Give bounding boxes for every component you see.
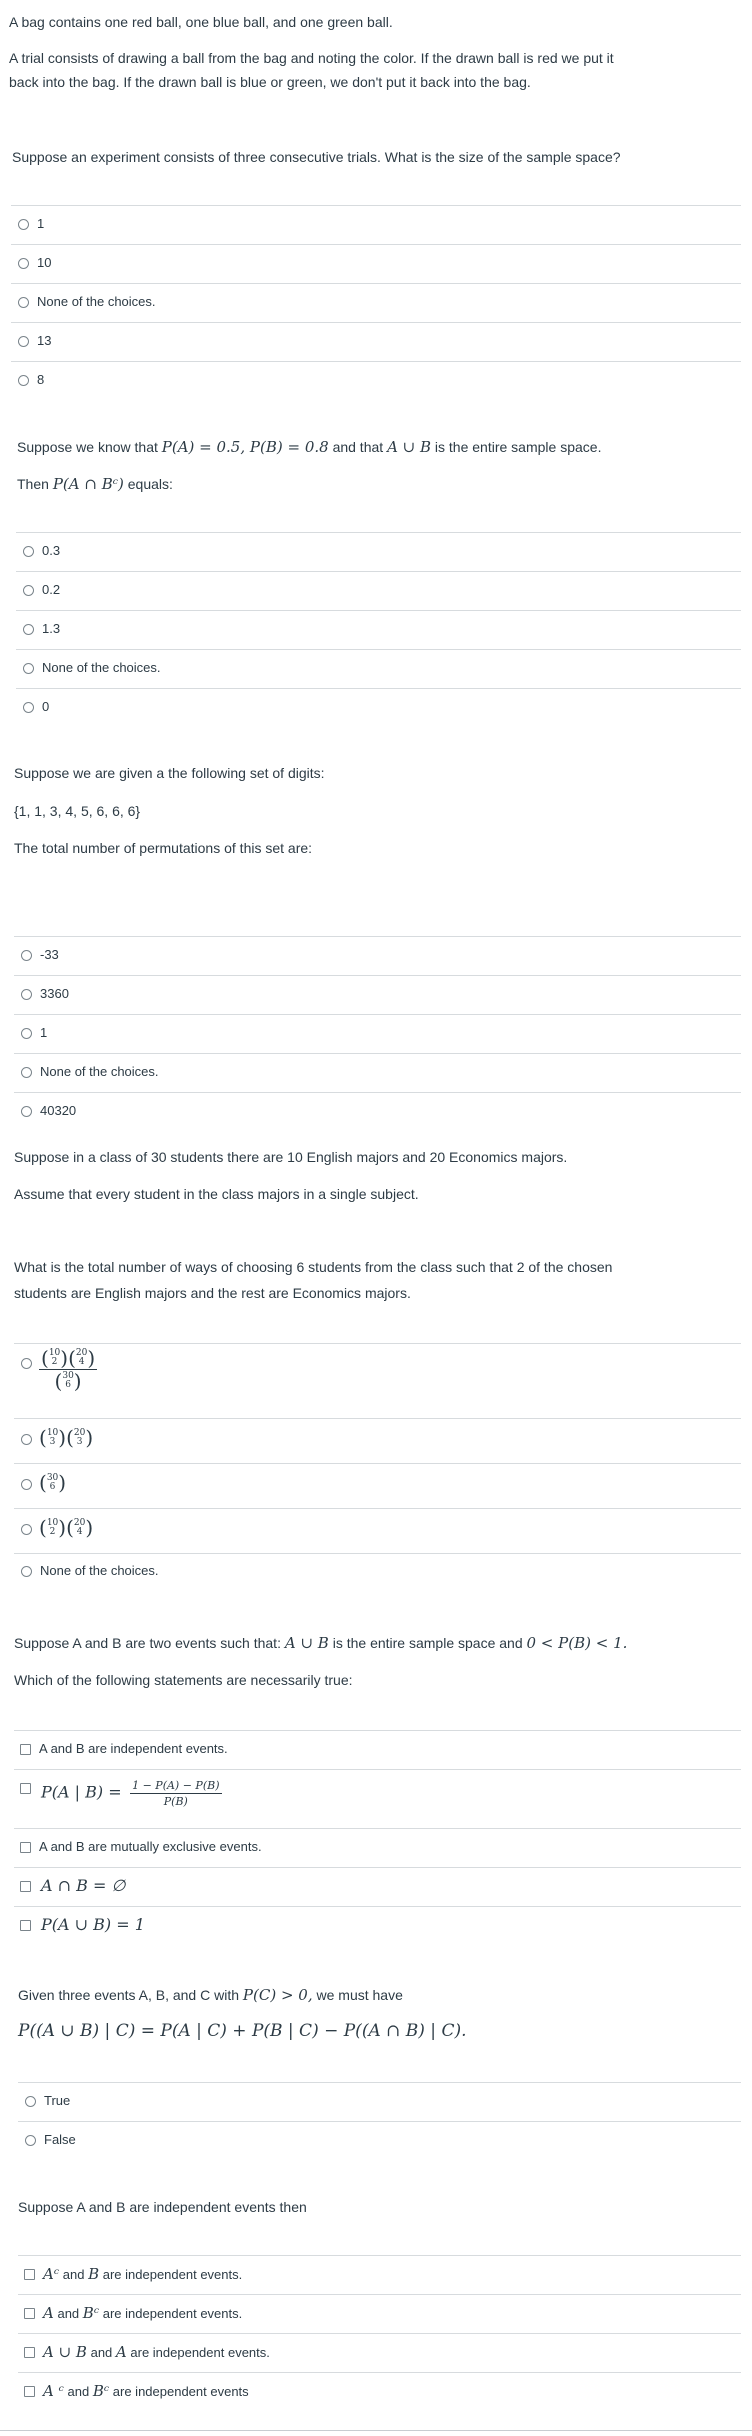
radio-button[interactable] (23, 663, 34, 674)
q6-option-false[interactable]: False (18, 2122, 741, 2160)
radio-button[interactable] (23, 624, 34, 635)
radio-button[interactable] (21, 1358, 32, 1369)
q3-set: {1, 1, 3, 4, 5, 6, 6, 6} (14, 803, 141, 819)
checkbox[interactable] (20, 1783, 31, 1794)
q1-prompt: Suppose an experiment consists of three consecutive trials. What is the size of the sample space? (12, 149, 621, 165)
radio-button[interactable] (21, 1524, 32, 1535)
q4-line-3: What is the total number of ways of choosing 6 students from the class such that 2 of the chosen (14, 1259, 613, 1275)
radio-button[interactable] (21, 1566, 32, 1577)
q4-option-2[interactable]: (10 3 )(20 3 ) (14, 1419, 741, 1463)
q1-option-1[interactable]: 1 (11, 206, 741, 244)
q7-prompt: Suppose A and B are independent events then (18, 2199, 307, 2215)
q3-option-5[interactable]: 40320 (14, 1093, 741, 1131)
radio-button[interactable] (25, 2135, 36, 2146)
radio-button[interactable] (18, 297, 29, 308)
q5-option-3[interactable]: A and B are mutually exclusive events. (14, 1829, 741, 1867)
q1-option-4[interactable]: 13 (11, 323, 741, 361)
radio-button[interactable] (21, 1067, 32, 1078)
checkbox[interactable] (24, 2308, 35, 2319)
radio-button[interactable] (18, 375, 29, 386)
q1-option-5[interactable]: 8 (11, 362, 741, 400)
q1-option-3[interactable]: None of the choices. (11, 284, 741, 322)
q4-option-5[interactable]: None of the choices. (14, 1554, 741, 1590)
q7-option-4[interactable]: A ᶜ and Bᶜ are independent events (18, 2373, 741, 2411)
radio-button[interactable] (21, 1106, 32, 1117)
q2-then: Then P(A ∩ Bᶜ) equals: (17, 475, 173, 493)
q3-question: The total number of permutations of this set are: (14, 840, 313, 856)
q3-option-2[interactable]: 3360 (14, 976, 741, 1014)
q6-formula: P((A ∪ B) | C) = P(A | C) + P(B | C) − P((A ∩ B) | C). (18, 2021, 467, 2041)
radio-button[interactable] (21, 1434, 32, 1445)
q7-option-1[interactable]: Aᶜ and B are independent events. (18, 2256, 741, 2294)
q5-option-2[interactable]: P(A | B) = $\frac{1 - P(A) - P(B)}{P(B)}$ (14, 1770, 741, 1828)
radio-button[interactable] (18, 219, 29, 230)
q5-line-2: Which of the following statements are necessarily true: (14, 1672, 353, 1688)
q2-option-5[interactable]: 0 (16, 689, 741, 727)
q3-prompt: Suppose we are given a the following set of digits: (14, 765, 325, 781)
q3-option-4[interactable]: None of the choices. (14, 1054, 741, 1092)
q6-prompt: Given three events A, B, and C with P(C) > 0, we must have (18, 1986, 403, 2004)
q2-option-3[interactable]: 1.3 (16, 611, 741, 649)
radio-button[interactable] (21, 1479, 32, 1490)
q4-line-2: Assume that every student in the class majors in a single subject. (14, 1186, 419, 1202)
q2-prompt: Suppose we know that P(A) = 0.5, P(B) = 0.8 and that A ∪ B is the entire sample space. (17, 438, 602, 456)
checkbox[interactable] (20, 1881, 31, 1892)
q5-prompt: Suppose A and B are two events such that: A ∪ B is the entire sample space and 0 < P(B) < 1. (14, 1634, 628, 1652)
q4-option-3[interactable]: (30 6 ) (14, 1464, 741, 1508)
intro-line-1: A bag contains one red ball, one blue ball, and one green ball. (9, 14, 393, 30)
radio-button[interactable] (23, 585, 34, 596)
q4-line-1: Suppose in a class of 30 students there are 10 English majors and 20 Economics majors. (14, 1149, 568, 1165)
q6-option-true[interactable]: True (18, 2083, 741, 2121)
q4-option-1[interactable] (14, 1344, 741, 1418)
q2-option-1[interactable]: 0.3 (16, 533, 741, 571)
checkbox[interactable] (20, 1744, 31, 1755)
radio-button[interactable] (18, 336, 29, 347)
q3-option-3[interactable]: 1 (14, 1015, 741, 1053)
q5-option-5[interactable]: P(A ∪ B) = 1 (14, 1907, 741, 1945)
radio-button[interactable] (23, 702, 34, 713)
q7-option-2[interactable]: A and Bᶜ are independent events. (18, 2295, 741, 2333)
binomial-fraction: (10 2 )(20 4 ) (30 6 ) (41, 1346, 96, 1393)
checkbox[interactable] (24, 2347, 35, 2358)
radio-button[interactable] (18, 258, 29, 269)
q2-option-4[interactable]: None of the choices. (16, 650, 741, 688)
radio-button[interactable] (21, 989, 32, 1000)
intro-line-2: A trial consists of drawing a ball from the bag and noting the color. If the drawn ball is red we put it (9, 50, 614, 66)
q3-option-1[interactable]: -33 (14, 937, 741, 975)
q4-option-4[interactable]: (10 2 )(20 4 ) (14, 1509, 741, 1553)
checkbox[interactable] (24, 2386, 35, 2397)
q4-line-4: students are English majors and the rest are Economics majors. (14, 1285, 411, 1301)
checkbox[interactable] (20, 1920, 31, 1931)
radio-button[interactable] (23, 546, 34, 557)
q1-option-2[interactable]: 10 (11, 245, 741, 283)
radio-button[interactable] (25, 2096, 36, 2107)
q5-option-4[interactable]: A ∩ B = ∅ (14, 1868, 741, 1906)
q2-option-2[interactable]: 0.2 (16, 572, 741, 610)
checkbox[interactable] (24, 2269, 35, 2280)
checkbox[interactable] (20, 1842, 31, 1853)
radio-button[interactable] (21, 950, 32, 961)
q7-option-3[interactable]: A ∪ B and A are independent events. (18, 2334, 741, 2372)
q5-option-1[interactable]: A and B are independent events. (14, 1731, 741, 1769)
radio-button[interactable] (21, 1028, 32, 1039)
intro-line-3: back into the bag. If the drawn ball is blue or green, we don't put it back into the bag. (9, 74, 531, 90)
